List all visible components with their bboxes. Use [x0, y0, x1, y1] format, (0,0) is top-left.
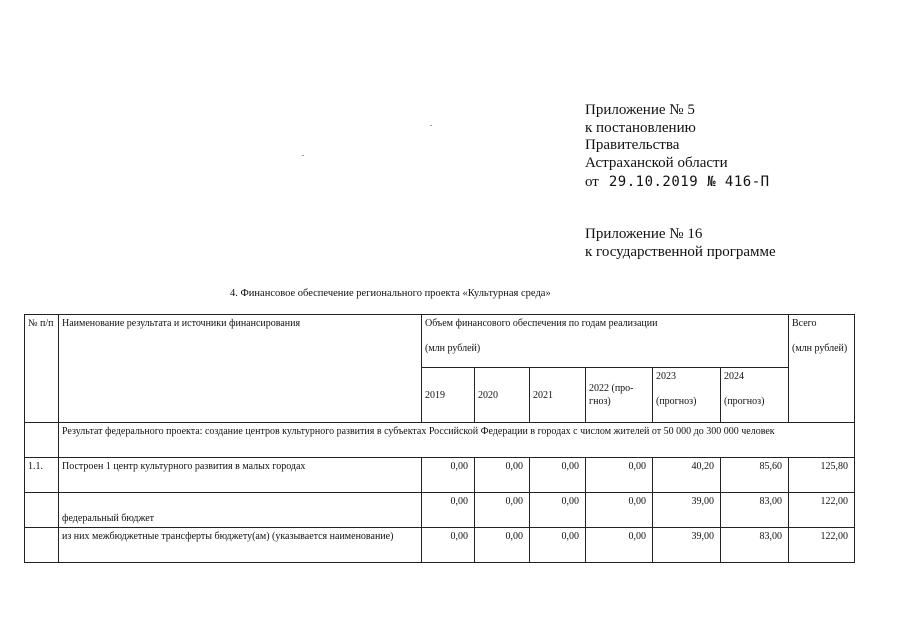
appendix-16-line2: к государственной программе [585, 243, 776, 260]
row-value: 0,00 [530, 528, 586, 563]
header-unit-label: (млн рублей) [425, 343, 481, 354]
row-value: 83,00 [721, 528, 789, 563]
header-col-no: № п/п [25, 315, 59, 423]
table-row [25, 458, 855, 493]
appendix-5-line2: к постановлению [585, 119, 696, 136]
appendix-5-line4: Астраханской области [585, 154, 728, 171]
table-row [25, 528, 855, 563]
header-col-volume [422, 315, 789, 368]
row-value: 0,00 [586, 458, 653, 493]
row-value: 0,00 [475, 528, 530, 563]
row-name: из них межбюджетные трансферты бюджету(ам) (указывается наименование) [59, 528, 422, 563]
row-value: 83,00 [721, 493, 789, 528]
decree-line [585, 174, 770, 192]
header-volume-label: Объем финансового обеспечения по годам реализации [425, 318, 658, 329]
row-name: Построен 1 центр культурного развития в малых городах [59, 458, 422, 493]
row-value: 39,00 [653, 528, 721, 563]
appendix-16-line1: Приложение № 16 [585, 226, 703, 242]
financing-table [24, 314, 855, 563]
row-name: федеральный бюджет [59, 493, 422, 528]
row-value: 39,00 [653, 493, 721, 528]
scan-speck [430, 125, 432, 126]
header-year-2020: 2020 [475, 368, 530, 423]
header-year-2022: 2022 (про-гноз) [586, 368, 653, 423]
row-value: 0,00 [422, 458, 475, 493]
row-total: 122,00 [789, 528, 855, 563]
appendix-5-line1: Приложение № 5 [585, 102, 695, 118]
table-row [25, 493, 855, 528]
row-total: 122,00 [789, 493, 855, 528]
row-value: 0,00 [530, 493, 586, 528]
row-value: 0,00 [422, 493, 475, 528]
header-year-2024: 2024 (прогноз) [721, 368, 789, 423]
row-value: 0,00 [475, 493, 530, 528]
row-no [25, 528, 59, 563]
row-value: 0,00 [475, 458, 530, 493]
decree-prefix: от [585, 174, 599, 190]
header-year-2021: 2021 [530, 368, 586, 423]
appendix-16-header [585, 226, 776, 261]
scan-speck [302, 155, 304, 156]
row-value: 85,60 [721, 458, 789, 493]
appendix-5-header [585, 102, 770, 192]
header-year-2019: 2019 [422, 368, 475, 423]
row-value: 0,00 [422, 528, 475, 563]
appendix-5-line3: Правительства [585, 137, 680, 153]
header-col-total [789, 315, 855, 423]
row-value: 0,00 [586, 493, 653, 528]
row-total: 125,80 [789, 458, 855, 493]
header-year-2023: 2023 (прогноз) [653, 368, 721, 423]
result-no-cell [25, 423, 59, 458]
row-value: 0,00 [586, 528, 653, 563]
header-total-unit: (млн рублей) [792, 343, 848, 354]
decree-number: 29.10.2019 № 416-П [608, 174, 770, 190]
row-no: 1.1. [25, 458, 59, 493]
header-total-label: Всего [792, 318, 817, 329]
header-col-name: Наименование результата и источники финансирования [59, 315, 422, 423]
result-description: Результат федерального проекта: создание центров культурного развития в субъектах Российской Федерации в городах с числом жителей от 50 000 до 300 000 человек [59, 423, 855, 458]
row-no [25, 493, 59, 528]
row-value: 0,00 [530, 458, 586, 493]
section-title: 4. Финансовое обеспечение регионального проекта «Культурная среда» [230, 288, 551, 299]
row-value: 40,20 [653, 458, 721, 493]
